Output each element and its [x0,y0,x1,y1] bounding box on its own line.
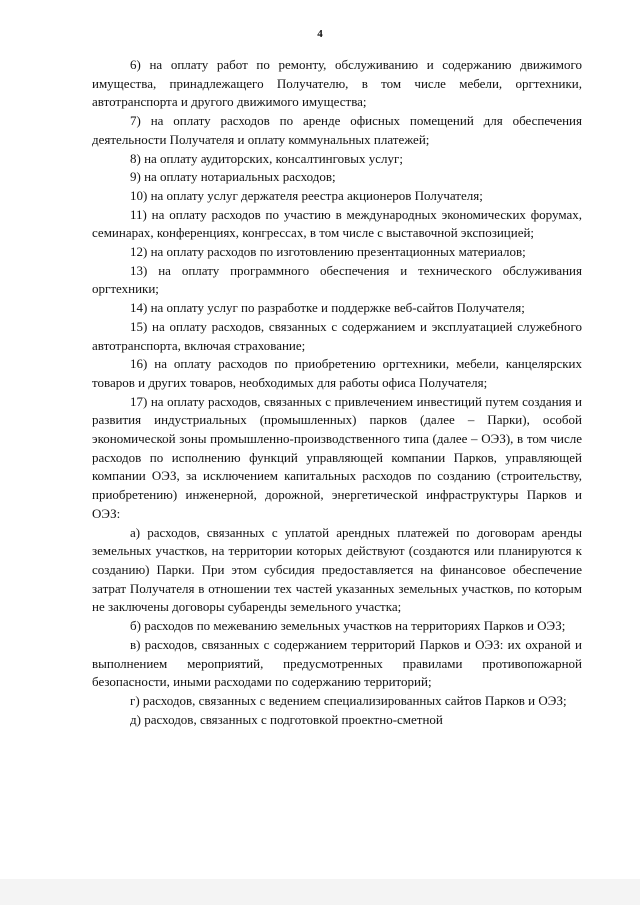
paragraph-17: 17) на оплату расходов, связанных с привлечением инвестиций путем создания и развития индустриальных (промышленных) парков (далее – Парки), особой экономической зоны промышленно-производственного типа (далее – ОЭЗ), в том числе расходов по исполнению функций управляющей компании Парков, управляющей компании ОЭЗ, за исключением капитальных расходов по созданию (строительству, приобретению) инженерной, дорожной, энергетической инфраструктуры Парков и ОЭЗ: [92,393,582,521]
document-body [92,56,582,729]
paragraph-16: 16) на оплату расходов по приобретению оргтехники, мебели, канцелярских товаров и других товаров, необходимых для работы офиса Получателя; [92,356,582,390]
paragraph-6: 6) на оплату работ по ремонту, обслуживанию и содержанию движимого имущества, принадлежащего Получателю, в том числе мебели, оргтехники, автотранспорта и другого движимого имущества; [92,57,582,110]
paragraph-8: 8) на оплату аудиторских, консалтинговых услуг; [130,150,403,166]
paragraph-12: 12) на оплату расходов по изготовлению презентационных материалов; [130,244,526,260]
subparagraph-a: а) расходов, связанных с уплатой арендных платежей по договорам аренды земельных участков, на территории которых действуют (создаются или планируются к созданию) Парки. При этом субсидия предоставляется на финансовое обеспечение затрат Получателя в отношении тех частей указанных земельных участков, по которым не заключены договоры субаренды земельного участка; [92,524,582,615]
subparagraph-d: д) расходов, связанных с подготовкой проектно-сметной [130,711,443,727]
page-number: 4 [317,28,323,40]
subparagraph-v: в) расходов, связанных с содержанием территорий Парков и ОЭЗ: их охраной и выполнением мероприятий, предусмотренных правилами противопожарной безопасности, иными расходами по содержанию территорий; [92,636,582,690]
paragraph-14: 14) на оплату услуг по разработке и поддержке веб-сайтов Получателя; [130,300,525,316]
paragraph-11: 11) на оплату расходов по участию в международных экономических форумах, семинарах, конференциях, конгрессах, в том числе с выставочной экспозицией; [92,206,582,241]
paragraph-9: 9) на оплату нотариальных расходов; [130,169,336,185]
paragraph-15: 15) на оплату расходов, связанных с содержанием и эксплуатацией служебного автотранспорта, включая страхование; [92,318,582,353]
scan-bottom-edge [0,879,640,905]
subparagraph-g: г) расходов, связанных с ведением специализированных сайтов Парков и ОЭЗ; [130,692,567,708]
paragraph-7: 7) на оплату расходов по аренде офисных помещений для обеспечения деятельности Получателя и оплату коммунальных платежей; [92,113,582,147]
paragraph-10: 10) на оплату услуг держателя реестра акционеров Получателя; [130,187,483,203]
subparagraph-b: б) расходов по межеванию земельных участков на территориях Парков и ОЭЗ; [130,618,566,634]
paragraph-13: 13) на оплату программного обеспечения и технического обслуживания оргтехники; [92,262,582,297]
